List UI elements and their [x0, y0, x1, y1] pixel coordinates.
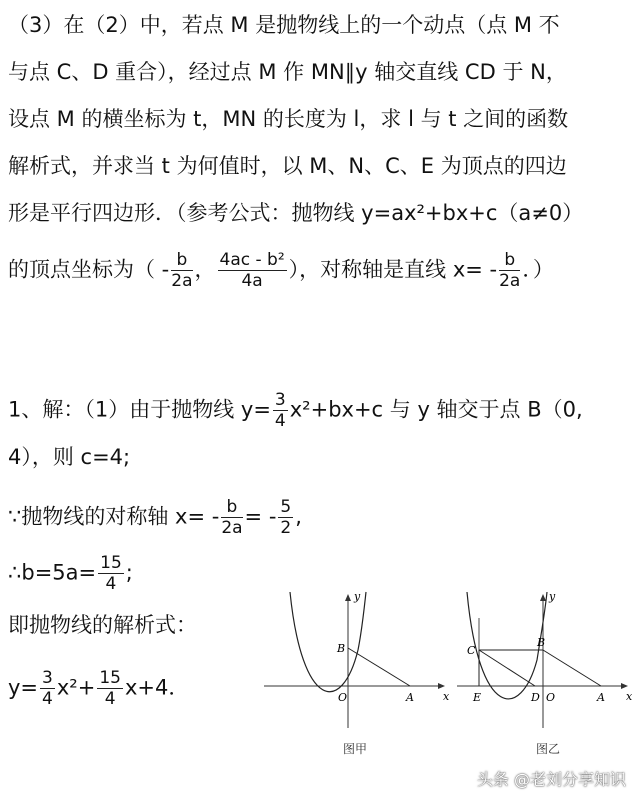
fig2-x-arrow: [621, 683, 628, 689]
fig1-label-b: B: [337, 642, 346, 655]
fig2-label-e: E: [473, 691, 482, 704]
fig1-x-arrow: [438, 683, 445, 689]
vertex-formula-text: 的顶点坐标为（ -: [8, 257, 170, 282]
fig2-label-c: C: [467, 644, 476, 657]
fraction-b-2a: $\frac{b}{2a}$: [221, 497, 243, 538]
fig1-y-arrow: [345, 594, 351, 601]
figure-2-diagram: [455, 590, 635, 730]
fig2-label-b: B: [537, 636, 546, 649]
problem-line-3: 设点 M 的横坐标为 t，MN 的长度为 l，求 l 与 t 之间的函数: [8, 107, 569, 131]
fig2-y-arrow: [540, 594, 546, 601]
solution-line-3: ∵抛物线的对称轴 x= - $\frac{b}{2a}$ = - $\frac{5}{2}$ ,: [8, 497, 302, 538]
fraction-3-4: $\frac{3}{4}$: [274, 390, 286, 431]
fraction-5-2: $\frac{5}{2}$: [280, 497, 292, 538]
fraction-vertex-y: $\frac{\text{4ac - b²}}{4a}$: [219, 250, 285, 291]
problem-line-6: 的顶点坐标为（ - $\frac{b}{2a}$ ， $\frac{\text{4ac - b²}}{4a}$ ），对称轴是直线 x= - $\frac{b}{2a}$ ．）: [8, 250, 554, 291]
fig1-label-a: A: [406, 691, 414, 704]
fig1-label-x: x: [443, 690, 450, 703]
fraction-15-4-b: $\frac{15}{4}$: [99, 668, 121, 709]
solution-line-5: 即抛物线的解析式：: [8, 613, 197, 637]
solution-line-2: 4），则 c=4;: [8, 445, 131, 469]
fraction-15-4: $\frac{15}{4}$: [100, 553, 122, 594]
solution-line-6: y= $\frac{3}{4}$ x²+ $\frac{15}{4}$ x+4．: [8, 668, 190, 709]
fraction-3-4-b: $\frac{3}{4}$: [42, 668, 53, 709]
fig1-line-ab: [348, 648, 410, 686]
fig2-label-y: y: [549, 590, 556, 603]
fig1-parabola: [290, 592, 366, 692]
problem-line-4: 解析式，并求当 t 为何值时，以 M、N、C、E 为顶点的四边: [8, 154, 567, 178]
figure-1-caption: 图甲: [343, 742, 368, 756]
fig2-label-a: A: [597, 691, 605, 704]
figure-2-caption: 图乙: [536, 742, 561, 756]
fig2-line-ba: [543, 650, 601, 686]
fig2-label-d: D: [531, 691, 540, 704]
fig1-label-o: O: [338, 691, 348, 704]
problem-line-2: 与点 C、D 重合），经过点 M 作 MN∥y 轴交直线 CD 于 N，: [8, 60, 567, 84]
problem-line-5: 形是平行四边形．（参考公式：抛物线 y=ax²+bx+c（a≠0）: [8, 201, 584, 225]
watermark: 头条 @老刘分享知识: [476, 770, 626, 789]
figure-1-diagram: [262, 590, 452, 730]
fraction-axis: $\frac{b}{2a}$: [499, 250, 521, 291]
fig2-label-x: x: [626, 690, 633, 703]
problem-line-1: （3）在（2）中，若点 M 是抛物线上的一个动点（点 M 不: [8, 13, 560, 37]
fraction-b-over-2a: $\frac{b}{2a}$: [171, 250, 193, 291]
fig1-label-y: y: [354, 590, 361, 603]
solution-line-1: 1、解：（1）由于抛物线 y= $\frac{3}{4}$ x²+bx+c 与 y 轴交于点 B（0,: [8, 390, 583, 431]
solution-line-4: ∴b=5a= $\frac{15}{4}$ ;: [8, 553, 133, 594]
fig2-label-o: O: [546, 691, 556, 704]
